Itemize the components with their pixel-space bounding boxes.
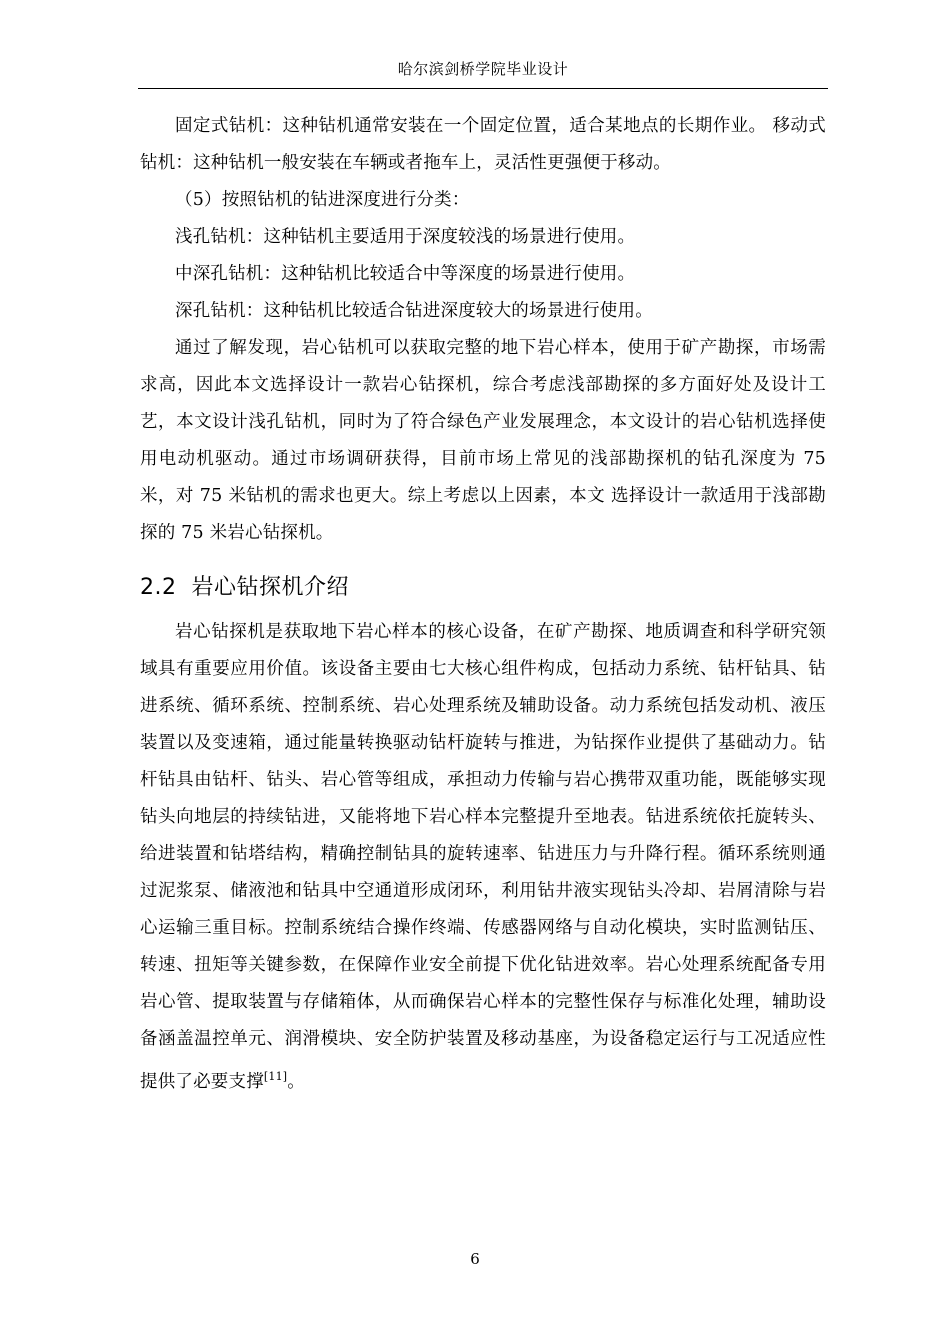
header-divider	[138, 88, 828, 89]
section-title-text: 岩心钻探机介绍	[191, 575, 350, 600]
paragraph-deep-hole-drill: 深孔钻机：这种钻机比较适合钻进深度较大的场景进行使用。	[175, 301, 653, 321]
paragraph-shallow-hole-drill: 浅孔钻机：这种钻机主要适用于深度较浅的场景进行使用。	[175, 227, 636, 247]
paragraph-classification-by-depth: （5）按照钻机的钻进深度进行分类：	[175, 190, 470, 210]
citation-marker: [11]	[263, 1070, 288, 1083]
paragraph-medium-deep-hole-drill: 中深孔钻机：这种钻机比较适合中等深度的场景进行使用。	[175, 264, 636, 284]
section-body-period: 。	[287, 1071, 305, 1092]
section-heading	[140, 568, 826, 608]
page-header: 哈尔滨剑桥学院毕业设计	[397, 60, 569, 78]
section-number: 2.2	[140, 575, 177, 600]
page-content	[140, 108, 826, 1101]
paragraph-design-summary: 通过了解发现，岩心钻机可以获取完整的地下岩心样本，使用于矿产勘探，市场需求高，因此本文选择设计一款岩心钻探机，综合考虑浅部勘探的多方面好处及设计工艺，本文设计浅孔钻机，同时为了符合绿色产业发展理念，本文设计的岩心钻机选择使用电动机驱动。通过市场调研获得，目前市场上常见的浅部勘探机的钻孔深度为 75 米，对 75 米钻机的需求也更大。综上考虑以上因素，本文 选择设计一款适用于浅部勘探的 75 米岩心钻探机。	[140, 338, 826, 543]
paragraph-section-body	[140, 614, 826, 1101]
page-number: 6	[470, 1250, 480, 1268]
paragraph-drill-type-fixed-mobile: 固定式钻机：这种钻机通常安装在一个固定位置，适合某地点的长期作业。 移动式钻机：这种钻机一般安装在车辆或者拖车上，灵活性更强便于移动。	[140, 116, 826, 173]
section-body-text: 岩心钻探机是获取地下岩心样本的核心设备，在矿产勘探、地质调查和科学研究领域具有重要应用价值。该设备主要由七大核心组件构成，包括动力系统、钻杆钻具、钻进系统、循环系统、控制系统、岩心处理系统及辅助设备。动力系统包括发动机、液压装置以及变速箱，通过能量转换驱动钻杆旋转与推进，为钻探作业提供了基础动力。钻杆钻具由钻杆、钻头、岩心管等组成，承担动力传输与岩心携带双重功能，既能够实现钻头向地层的持续钻进，又能将地下岩心样本完整提升至地表。钻进系统依托旋转头、给进装置和钻塔结构，精确控制钻具的旋转速率、钻进压力与升降行程。循环系统则通过泥浆泵、储液池和钻具中空通道形成闭环，利用钻井液实现钻头冷却、岩屑清除与岩心运输三重目标。控制系统结合操作终端、传感器网络与自动化模块，实时监测钻压、转速、扭矩等关键参数，在保障作业安全前提下优化钻进效率。岩心处理系统配备专用岩心管、提取装置与存储箱体，从而确保岩心样本的完整性保存与标准化处理，辅助设备涵盖温控单元、润滑模块、安全防护装置及移动基座，为设备稳定运行与工况适应性提供了必要支撑	[140, 622, 826, 1092]
